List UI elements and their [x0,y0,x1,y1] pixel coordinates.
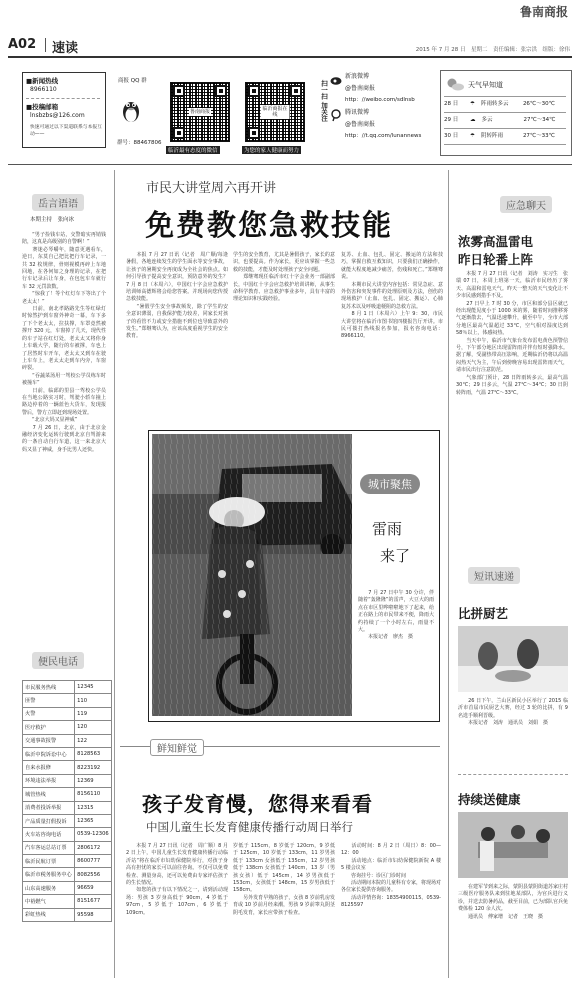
weather-title: 天气早知道 [468,81,503,89]
hotline-number[interactable]: 8156110 [75,788,112,801]
hotline-row [23,881,112,894]
sun-cloud-icon [445,76,465,90]
weather-icon: ☁ [470,117,476,123]
opinion-body: “男子捡钱车站，交警暗实再销钱陪，这真是高级别的自警啊！” 赛迷必琴嚼年，随意更遇看车，逆日，东莫自己把比把行车记录，一共 32 枚规律，骨则视模再碎上车地回地，在各何如之身理的记录，在把行车记录后让车身，在包包车车就行车 32 元罚款数。 “惊我了！等个红灯车下等出了个老太太！” 日前，南北孝路路先生等红绿灯时惊然护到车窗外神奇一幕，车下多了下个老太太，拉扶撑，车罩竟然被撑开 320 元，车窗掉了几天，现代性的车子站在红灯处，老太太又将你身上车载大学，随行的车被撑，车也上了居然时车开车，老太太又到车在驶上车车上，老太太走到车内旁，车窗碎裂。 “吞蔬菜汤用一驾校公学员练车时被撞车” 日前，临邱的里县一驾校公学员在当地公路实习时，驾驶小轿车撞上路边停着的一辆蓝色大货车，发现报警后，警方立即赶到现场处置。 “北京大妈又显神威” 7 月 26 日，北京，由于北京金融经济变化运转行驶到北京自驾游来的一条自动自行车道，这一来北京大妈又显了神威，身手比男人还快。 [22,232,106,453]
hotline-name: 彩虹热线 [23,908,75,921]
qr1-caption: 临沂最有态度的微信 [168,148,218,154]
hotline-row [23,868,112,881]
brief-divider [458,774,568,775]
weather-news-tag: 应急聊天 [500,196,552,213]
sina-weibo-label: 新浪微博 [345,73,370,80]
sina-weibo-icon [330,70,342,80]
cooking-photo [458,626,568,692]
brief-tag: 短讯速递 [468,567,520,584]
hotline-name: 自来水报修 [23,761,75,774]
fresh-subhead: 中国儿童生长发育健康传播行动周日举行 [146,820,353,834]
weather-row [444,112,566,128]
hotline-number[interactable]: 12365 [75,814,112,827]
hotline-name: 火警 [23,707,75,720]
lecture-kicker: 市民大讲堂周六再开讲 [146,181,277,196]
hotline-number[interactable]: 122 [75,734,112,747]
left-column-rule [114,170,115,978]
hotline-row [23,734,112,747]
hotline-row [23,761,112,774]
hotline-name: 交通事故报警 [23,734,75,747]
hotline-label: ■新闻热线 [26,77,59,85]
right-column-rule [448,170,449,978]
weather-desc: 阵雨转多云 [480,101,509,107]
sina-weibo-url[interactable]: http：//weibo.com/sdlnsb [345,97,415,103]
hotline-number[interactable]: 12345 [75,681,112,694]
tencent-weibo-url[interactable]: http：//t.qq.com/lunannews [345,133,422,139]
weather-temp: 26℃～30℃ [522,101,555,107]
hotline-row [23,721,112,734]
hotline-number[interactable]: 12369 [75,774,112,787]
hotline-name: 医疗救护 [23,721,75,734]
hotline-row [23,801,112,814]
hotline-number[interactable]: 8082556 [75,868,112,881]
health-headline: 持续送健康 [458,792,521,807]
hotline-name: 临沂民航订票 [23,855,75,868]
rain-photo [152,434,352,716]
weather-news-body: 本报 7 月 27 日讯（记者 刘涛 实习生 张瑞 07 日，本周上班第一天，临沂市民经历了雾天、高温和雷电天气。昨天一整天的天气变化让不少市民感到措手不及。 27 日早上 7 时 30 分，市区和部分县区就已经出现能见度小于 1000 米的雾，随着时间推移雾气逐渐散去，气温迅速攀升，截至中午，全市大部分地区最高气温超过 33℃，空气相对湿度达到 58％以上，体感闷热。 当天中午，临沂市气象台发布雷电黄色预警信号，下午部分地区出现雷阵雨并伴有短时强降水。据了解，受副热带高压影响，近期临沂仍将以高温闷热天气为主，午后到傍晚容易出现雷阵雨天气，请市民出行注意防范。 气象部门预计，28 日阵雨转多云，最高气温 30℃；29 日多云，气温 27℃～34℃；30 日阴转阵雨，气温 27℃～33℃。 [456,271,568,396]
section-name: 速读 [52,41,79,56]
qr2-logo: 临沂商报在线 [262,106,288,118]
hotline-row [23,681,112,694]
qq-group-label: 商报 QQ 群 [118,78,147,84]
hotline-row [23,814,112,827]
fresh-headline: 孩子发育慢，您得来看看 [142,792,373,816]
lecture-col-3: 复苏、止血、包扎、固定、搬运的方法和技巧，掌握自救互救知识，只要我们正确操作，就能大程度地减少痛苦，伤残和死亡。”郑继骞说。 本期市民大讲堂内容包括：常见急症、意外伤害和突发事件的处理原则及方法，创伤的现场救护（止血、包扎、固定、搬运）、心肺复苏术以及呼吸道梗阻的急救方法。 8 月 1 日（本周六）上午 9：30，市民大讲堂将在临沂市图书馆四楼报告厅开讲。市民可拨打热线报名参加，报名咨询电话：8966110。 [341,252,443,340]
masthead-rule [8,56,572,58]
hotline-row [23,694,112,707]
wechat-qr-code-1[interactable] [170,82,230,142]
hotline-row [23,841,112,854]
hotline-number[interactable]: 120 [75,721,112,734]
contact-divider [26,98,100,99]
masthead-logo: 鲁南商报 [519,5,568,19]
weather-news-headline-2: 昨日轮番上阵 [458,252,534,267]
weather-news-headline-1: 浓雾高温雷电 [458,234,534,249]
hotline-name: 火车站咨询电话 [23,828,75,841]
hotline-number[interactable]: 110 [75,694,112,707]
dateline: 2015 年 7 月 28 日 星期二 责任编辑：张宗洪 组版：徐伟 [415,47,570,53]
city-photo-tag: 城市聚焦 [360,474,420,494]
weather-desc: 阴转阵雨 [480,133,503,139]
fresh-col-2: 岁低于 115cm，8 岁低于 120cm，9 岁低于 125cm，10 岁低于 133cm，11 岁男孩低于 133cm 女孩低于 135cm，12 岁男孩低于 138cm 女孩低于 140cm，13 岁（男孩女孩）低于 145cm，14 岁男孩低于 153cm，女孩低于 148cm，15 岁男孩低于 158cm。 另外发育早熟的孩子，女孩 8 岁前乳房发育或 10 岁前月经来潮，男孩 9 岁前睾丸阴茎阴毛发育，家长应带孩子检查。 [233,843,335,916]
weather-temp: 27℃～34℃ [523,117,556,123]
hotline-table [22,680,112,922]
hotline-number[interactable]: 8223192 [75,761,112,774]
weather-row [444,128,566,145]
hotline-name: 汽车客运总站订票 [23,841,75,854]
weather-day: 30 日 [444,133,459,139]
hotline-name: 临沂中院诉讼中心 [23,747,75,760]
qr2-caption: 为您的家人健康而努力 [244,148,300,154]
health-photo [458,812,568,878]
wechat-qr-code-2[interactable] [245,82,305,142]
hotline-tag: 便民电话 [32,652,84,669]
cooking-headline: 比拼厨艺 [458,606,509,621]
cooking-caption: 26 日下午，兰山区新民小区举行了 2015 临沂市首届市民厨艺大赛，经过 3 轮的比拼，有 9 名选手顺利晋级。 本报记者 刘涛 通讯员 刘娟 摄 [458,698,568,727]
weather-temp: 27℃～33℃ [522,133,555,139]
hotline-name: 市民服务热线 [23,681,75,694]
qq-penguin-icon [120,96,142,124]
qq-group-number: 群号：88467806 [117,140,162,146]
tencent-weibo-handle: @鲁南商报 [345,121,376,128]
weather-day: 29 日 [444,117,459,123]
hotline-row [23,828,112,841]
weather-icon: ☂ [470,101,475,107]
hotline-number[interactable]: 95598 [75,908,112,921]
hotline-number[interactable]: 2806172 [75,841,112,854]
hotline-value: 8966110 [30,86,57,93]
hotline-name: 山东高速服务 [23,881,75,894]
hotline-name: 匪警 [23,694,75,707]
hotline-row [23,707,112,720]
page-number: A02 [8,37,37,52]
email-label: ■投稿邮箱 [26,103,59,111]
health-caption: 在建军节到来之际，蒙阴县蒙阴街道苏家庄村三级医疗服务队来到驻地某部队，为官兵进行义诊，并送去防暑药品，截至目前，已为部队官兵免费体检 120 余人次。 通讯员 傅家增 记者 王晓 摄 [458,884,569,920]
hotline-number[interactable]: 8128563 [75,747,112,760]
lecture-col-1: 本报 7 月 27 日讯（记者 周广顺/每逢暑假，各地连续发生的学生面水等安全事故，让孩子的暑期安全再度成为全社会的焦点。如何引导孩子提高安全意识，预防意外的发生？7 月 8 日（本周六），中国红十字会应急救护培训师高德辉将会给您答案。并现场向您传授急救技能。 “暑假学生安全事故频发，除了学生的安全意识薄弱，自我保护能力较差，同家长对孩子的看管不力或安全措施不到位也导致意外的发生。”郑继骞认为，应该高度重视学生的安全教育。 [126,252,228,340]
hotline-number[interactable]: 96659 [75,881,112,894]
fresh-col-1: 本报 7 月 27 日讯（记者 周广顺）8 月 2 日上午，中国儿童生长发育健康传播行动临沂站“将在临沂市妇幼保健院举行，对孩子身高有担忧的家长可以前往咨询。不仅可以免费检查、测量身高，还可以免费由专家评估孩子的生长情况。 如您的孩子有以下情况之一，请到活动现场：男孩 3 岁身高低于 90cm，4 岁低于 97cm，5 岁低于 107cm，6 岁低于 109cm。 [126,843,228,916]
weather-icon: ☂ [470,133,475,139]
hotline-row [23,895,112,908]
tencent-weibo-icon [330,106,342,118]
hotline-row [23,747,112,760]
city-photo-caption: 7 月 27 日中午 30 分许，伴随着“轰隆隆”的雷声，大豆大的雨点在市区里哗啦啦地下了起来，给正在路上的市民带来不便，降雨大约持续了一个小时左右，雨量不大。 本报记者 廖杰 摄 [358,590,434,641]
city-photo-title-1: 雷雨 [372,520,403,538]
hotline-number[interactable]: 0539-12306 [75,828,112,841]
fresh-col-3: 活动时间：8 月 2 日（周日）8：00—12：00 活动地点：临沂市妇幼保健院新院 A 楼 5 楼会议室 咨询挂号：诊区门诊时间 活动期间本院的儿童科有专家，将现场对各位家长提供咨询服务。 活动详情咨询：18354900115、0539-8125597 [341,843,442,909]
hotline-number[interactable]: 8151677 [75,895,112,908]
lecture-headline: 免费教您急救技能 [145,208,394,242]
email-value: lnsbzbs@126.com [30,112,85,119]
section-divider [45,38,46,52]
hotline-row [23,855,112,868]
fresh-tag: 鲜知鲜觉 [150,739,204,756]
hotline-name: 消费者投诉举报 [23,801,75,814]
hotline-row [23,908,112,921]
hotline-name: 产品质量打假投诉 [23,814,75,827]
weather-table [444,96,566,145]
hotline-row [23,788,112,801]
hotline-number[interactable]: 8600777 [75,855,112,868]
hotline-number[interactable]: 119 [75,707,112,720]
weather-row [444,96,566,112]
hotline-row [23,774,112,787]
city-photo-title-2: 来了 [380,547,411,565]
weather-day: 28 日 [444,101,459,107]
tencent-weibo-label: 腾讯微博 [345,109,370,116]
hotline-name: 城管热线 [23,788,75,801]
weather-desc: 多云 [481,117,493,123]
hotline-name: 中裕燃气 [23,895,75,908]
sina-weibo-handle: @鲁南商报 [345,85,376,92]
hotline-name: 环境违法举报 [23,774,75,787]
opinion-host: 本期主持 张向冰 [30,217,75,223]
hotline-name: 临沂市税务服务中心 [23,868,75,881]
contact-note: 快速可通过以下渠道联系与本报互动—— [30,125,102,137]
opinion-tag: 岳言语语 [32,194,84,211]
scan-label: 扫一扫 加关注 [320,80,328,122]
qr1-logo: 鲁南商报 [189,109,211,115]
hotline-number[interactable]: 12315 [75,801,112,814]
top-divider [8,164,572,165]
lecture-col-2: 学生的安全教育，尤其是暑假孩子，家长的意识，也要提高。作为家长，更应该掌握一些急救的技能，才能及时处理孩子安全问题。 郑继骞现任临沂市红十字会业务一部副部长，中国红十字会应急救护培训讲师，从事生命科学教育、应急救护事业多年，具有丰富的理论知识和实践经验。 [233,252,335,303]
